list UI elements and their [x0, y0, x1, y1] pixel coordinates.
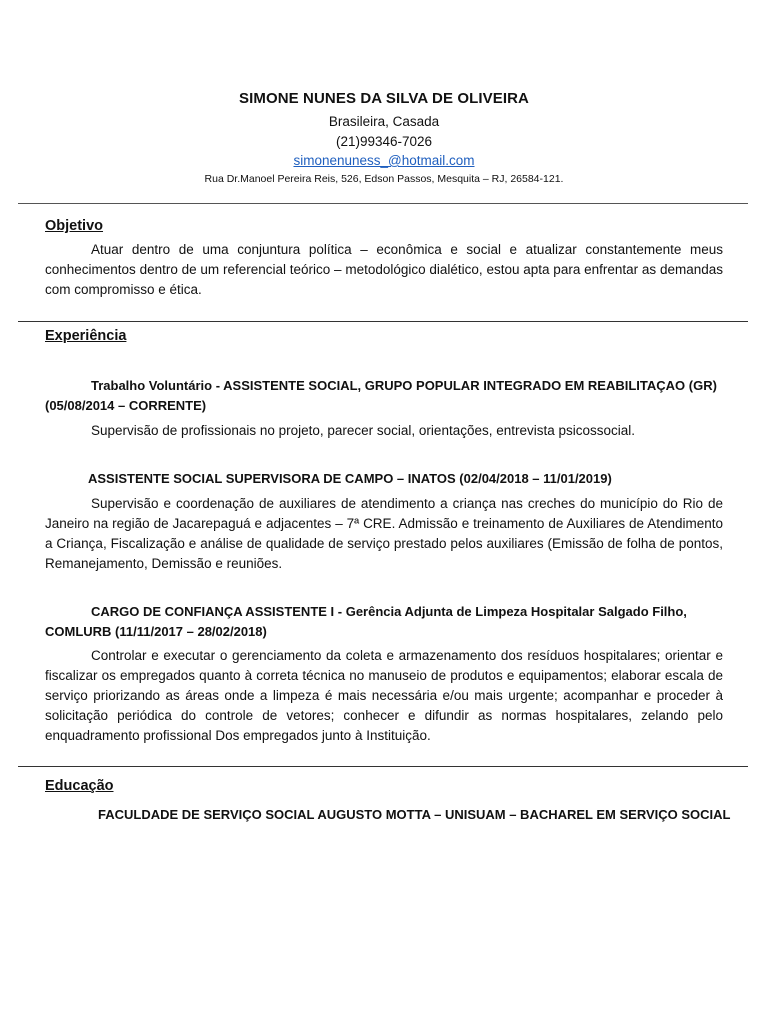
job-title-prefix: Trabalho Voluntário -	[91, 378, 224, 393]
address: Rua Dr.Manoel Pereira Reis, 526, Edson Passos, Mesquita – RJ, 26584-121.	[204, 173, 564, 185]
job-title-main: ASSISTENTE SOCIAL, GRUPO POPULAR INTEGRADO EM REABILITAÇAO (GR) (05/08/2014 – CORRENTE)	[45, 378, 717, 413]
objective-heading: Objetivo	[45, 218, 104, 234]
job-title-1	[45, 376, 723, 416]
candidate-name: SIMONE NUNES DA SILVA DE OLIVEIRA	[239, 90, 529, 107]
experience-heading: Experiência	[45, 328, 127, 344]
education-heading: Educação	[45, 778, 114, 794]
divider	[18, 766, 748, 767]
job-description-3: Controlar e executar o gerenciamento da coleta e armazenamento dos resíduos hospitalares; orientar e fiscalizar os empregados quanto à correta técnica no manuseio de produtos e equipamentos; elaborar escala de serviço priorizando as áreas onde a limpeza é mais necessária e/ou mais urgente; acompanhar e proceder à solicitação periódica do controle de vetores; conhecer e difundir as normas hospitalares, zelando pelo enquadramento profissional Dos empregados junto à Instituição.	[45, 648, 723, 743]
phone-number: (21)99346-7026	[335, 134, 433, 149]
divider	[18, 321, 748, 322]
divider	[18, 203, 748, 204]
education-item: FACULDADE DE SERVIÇO SOCIAL AUGUSTO MOTTA – UNISUAM – BACHAREL EM SERVIÇO SOCIAL	[98, 807, 731, 822]
objective-text: Atuar dentro de uma conjuntura política – econômica e social e atualizar constantemente meus conhecimentos dentro de um referencial teórico – metodológico dialético, estou apta para enfrentar as demandas com compromisso e ética.	[45, 242, 723, 297]
job-description-1: Supervisão de profissionais no projeto, parecer social, orientações, entrevista psicossocial.	[91, 423, 636, 438]
email-line	[0, 153, 768, 168]
job-title-2: ASSISTENTE SOCIAL SUPERVISORA DE CAMPO – INATOS (02/04/2018 – 11/01/2019)	[88, 471, 612, 486]
email-link[interactable]: simonenuness_@hotmail.com	[293, 153, 475, 168]
nationality-status: Brasileira, Casada	[328, 114, 440, 129]
job-description-2: Supervisão e coordenação de auxiliares de atendimento a criança nas creches do município do Rio de Janeiro na região de Jacarepaguá e adjacentes – 7ª CRE. Admissão e treinamento de Auxiliares de Atendimento a Criança, Fiscalização e análise de qualidade de serviço prestado pelos auxiliares (Emissão de folha de pontos, Remanejamento, Demissão e reuniões.	[45, 496, 723, 571]
job-title-3: CARGO DE CONFIANÇA ASSISTENTE I - Gerência Adjunta de Limpeza Hospitalar Salgado Filho, COMLURB (11/11/2017 – 28/02/2018)	[45, 604, 687, 639]
